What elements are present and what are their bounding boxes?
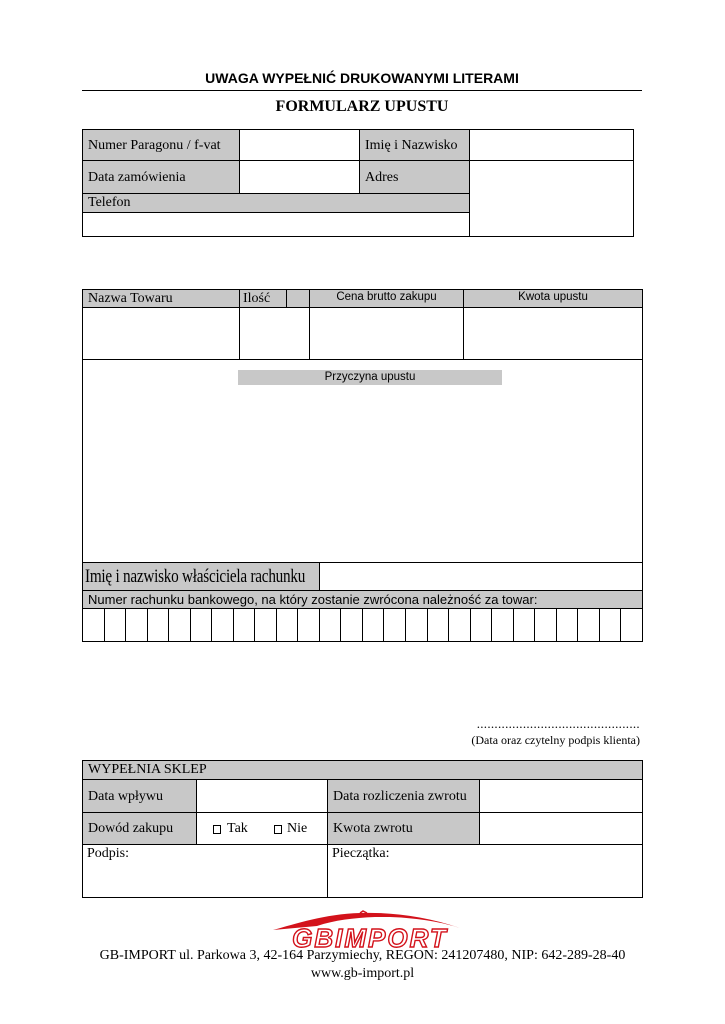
header-rule: [82, 90, 642, 91]
discount-amount-label: Kwota upustu: [463, 289, 643, 308]
signature-line[interactable]: ..............................................: [476, 716, 640, 731]
address-label: Adres: [359, 160, 470, 194]
account-number-label: Numer rachunku bankowego, na który zostanie zwrócona należność za towar:: [82, 590, 643, 609]
account-digit-box[interactable]: [363, 609, 385, 641]
receipt-number-label: Numer Paragonu / f-vat: [82, 129, 240, 161]
discount-amount-field[interactable]: [463, 307, 643, 360]
address-field[interactable]: [469, 160, 634, 237]
account-digit-box[interactable]: [621, 609, 642, 641]
proof-no-checkbox[interactable]: [274, 825, 282, 834]
account-digit-box[interactable]: [428, 609, 450, 641]
inflow-date-field[interactable]: [196, 779, 328, 813]
phone-field[interactable]: [82, 212, 470, 237]
account-digit-box[interactable]: [449, 609, 471, 641]
product-name-field[interactable]: [82, 307, 240, 360]
discount-reason-field[interactable]: [82, 359, 643, 563]
discount-reason-label: Przyczyna upustu: [238, 370, 502, 385]
page-title: FORMULARZ UPUSTU: [275, 98, 449, 115]
account-number-digits: [82, 608, 643, 642]
account-digit-box[interactable]: [126, 609, 148, 641]
account-digit-box[interactable]: [148, 609, 170, 641]
price-field[interactable]: [309, 307, 464, 360]
account-digit-box[interactable]: [578, 609, 600, 641]
account-digit-box[interactable]: [492, 609, 514, 641]
quantity-field[interactable]: [239, 307, 310, 360]
company-website[interactable]: www.gb-import.pl: [310, 966, 415, 981]
account-digit-box[interactable]: [169, 609, 191, 641]
company-address: GB-IMPORT ul. Parkowa 3, 42-164 Parzymiechy, REGON: 241207480, NIP: 642-289-28-40: [99, 948, 626, 963]
shop-signature-label: Podpis:: [87, 846, 130, 861]
price-label: Cena brutto zakupu: [309, 289, 464, 308]
product-name-label: Nazwa Towaru: [82, 289, 240, 308]
account-digit-box[interactable]: [384, 609, 406, 641]
settlement-date-field[interactable]: [479, 779, 643, 813]
full-name-field[interactable]: [469, 129, 634, 161]
account-digit-box[interactable]: [191, 609, 213, 641]
account-digit-box[interactable]: [105, 609, 127, 641]
order-date-label: Data zamówienia: [82, 160, 240, 194]
account-digit-box[interactable]: [514, 609, 536, 641]
proof-yes-checkbox[interactable]: [213, 825, 221, 834]
company-logo: [255, 908, 475, 952]
shop-stamp-label: Pieczątka:: [332, 846, 390, 861]
account-digit-box[interactable]: [320, 609, 342, 641]
account-digit-box[interactable]: [255, 609, 277, 641]
order-date-field[interactable]: [239, 160, 360, 194]
settlement-date-label: Data rozliczenia zwrotu: [327, 779, 480, 813]
proof-of-purchase-options: [196, 812, 328, 845]
refund-amount-label: Kwota zwrotu: [327, 812, 480, 845]
receipt-number-field[interactable]: [239, 129, 360, 161]
account-digit-box[interactable]: [341, 609, 363, 641]
shop-stamp-field[interactable]: [327, 844, 643, 898]
warning-heading: UWAGA WYPEŁNIĆ DRUKOWANYMI LITERAMI: [205, 70, 519, 86]
proof-no-label: Nie: [287, 821, 308, 836]
account-digit-box[interactable]: [406, 609, 428, 641]
account-digit-box[interactable]: [535, 609, 557, 641]
logo-text: GBIMPORT: [292, 923, 448, 953]
inflow-date-label: Data wpływu: [82, 779, 197, 813]
account-owner-field[interactable]: [319, 562, 643, 591]
proof-of-purchase-label: Dowód zakupu: [82, 812, 197, 845]
phone-label: Telefon: [82, 193, 470, 213]
account-digit-box[interactable]: [234, 609, 256, 641]
quantity-label: Ilość: [239, 289, 310, 308]
account-digit-box[interactable]: [83, 609, 105, 641]
full-name-label: Imię i Nazwisko: [359, 129, 470, 161]
account-digit-box[interactable]: [298, 609, 320, 641]
signature-caption: (Data oraz czytelny podpis klienta): [471, 733, 640, 747]
proof-yes-label: Tak: [227, 821, 248, 836]
refund-amount-field[interactable]: [479, 812, 643, 845]
quantity-divider: [286, 289, 287, 308]
account-digit-box[interactable]: [471, 609, 493, 641]
account-digit-box[interactable]: [212, 609, 234, 641]
account-owner-label: Imię i nazwisko właściciela rachunku: [82, 562, 320, 591]
account-digit-box[interactable]: [277, 609, 299, 641]
shop-signature-field[interactable]: [82, 844, 328, 898]
account-digit-box[interactable]: [600, 609, 622, 641]
account-digit-box[interactable]: [557, 609, 579, 641]
shop-section-label: WYPEŁNIA SKLEP: [82, 760, 643, 780]
